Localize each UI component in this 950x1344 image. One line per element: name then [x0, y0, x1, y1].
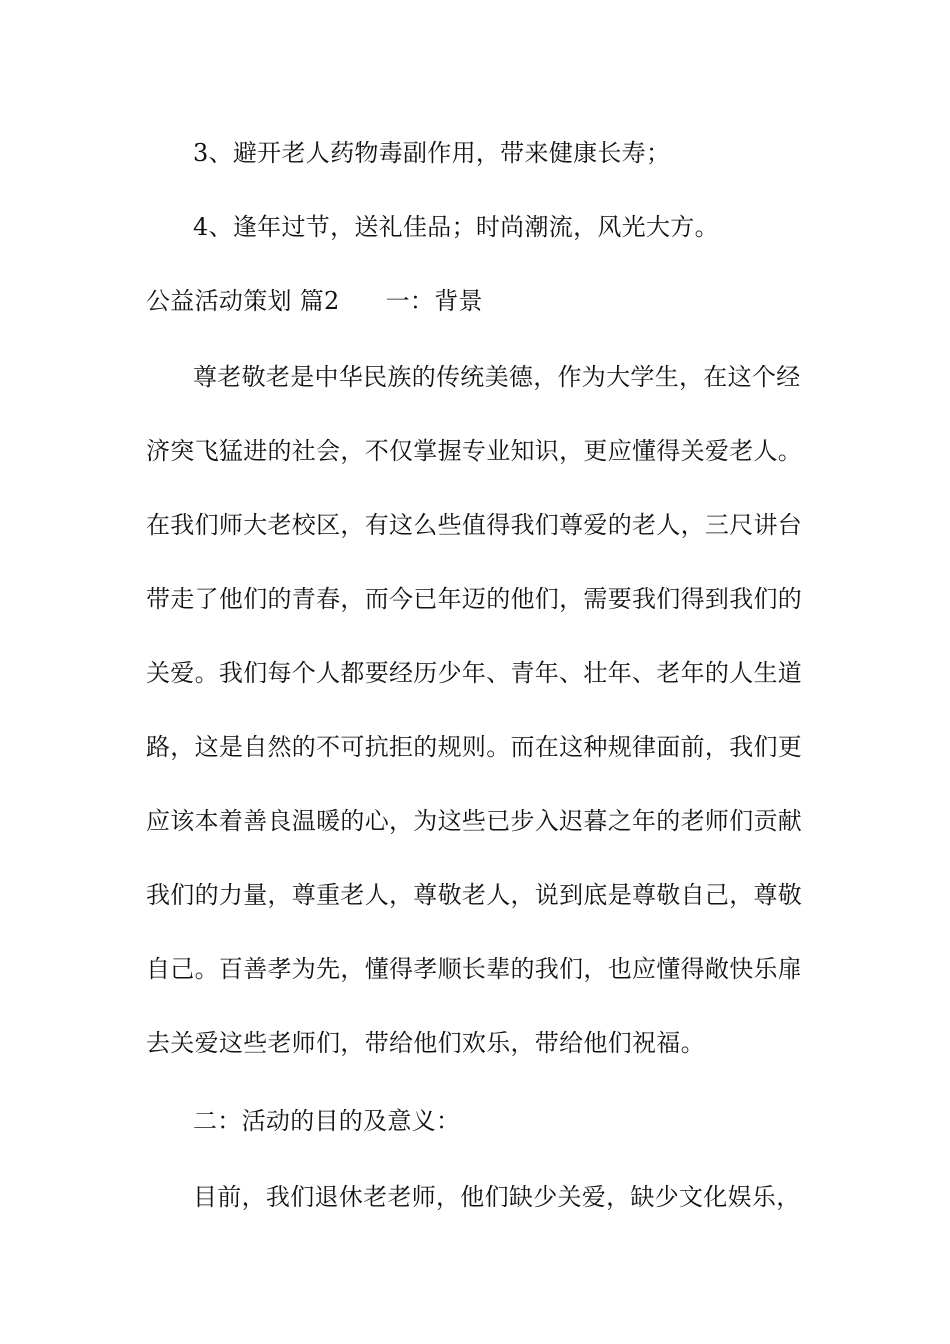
paragraph-line: 目前，我们退休老老师，他们缺少关爱，缺少文化娱乐，	[193, 1183, 801, 1211]
paragraph-line: 济突飞猛进的社会，不仅掌握专业知识，更应懂得关爱老人。	[146, 437, 803, 465]
paragraph-line: 关爱。我们每个人都要经历少年、青年、壮年、老年的人生道	[146, 659, 803, 687]
paragraph-line: 路，这是自然的不可抗拒的规则。而在这种规律面前，我们更	[146, 733, 803, 761]
paragraph-line: 去关爱这些老师们，带给他们欢乐，带给他们祝福。	[146, 1029, 705, 1057]
paragraph-line: 尊老敬老是中华民族的传统美德，作为大学生，在这个经	[193, 363, 801, 391]
paragraph-line: 带走了他们的青春，而今已年迈的他们，需要我们得到我们的	[146, 585, 803, 613]
paragraph-line: 我们的力量，尊重老人，尊敬老人，说到底是尊敬自己，尊敬	[146, 881, 803, 909]
list-item: 3、避开老人药物毒副作用，带来健康长寿；	[193, 139, 671, 167]
section-title: 公益活动策划 篇2	[146, 287, 340, 315]
paragraph-line: 应该本着善良温暖的心，为这些已步入迟暮之年的老师们贡献	[146, 807, 803, 835]
section-subtitle: 一：背景	[385, 287, 483, 315]
paragraph-line: 自己。百善孝为先，懂得孝顺长辈的我们，也应懂得敞快乐扉	[146, 955, 803, 983]
list-item: 4、逢年过节，送礼佳品；时尚潮流，风光大方。	[193, 213, 719, 241]
section-heading	[146, 286, 826, 316]
subheading: 二：活动的目的及意义：	[193, 1107, 461, 1135]
paragraph-line: 在我们师大老校区，有这么些值得我们尊爱的老人，三尺讲台	[146, 511, 803, 539]
